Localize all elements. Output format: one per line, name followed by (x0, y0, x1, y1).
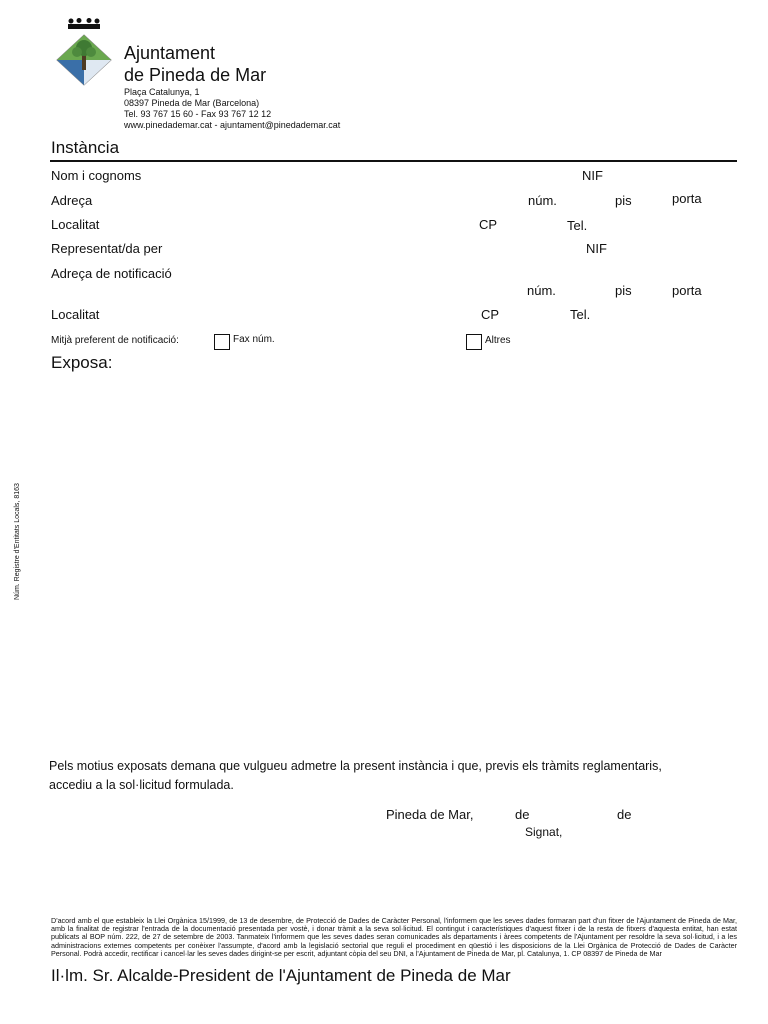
organization-address (124, 87, 340, 131)
fax-checkbox[interactable] (214, 334, 230, 350)
data-protection-notice: D'acord amb el que estableix la Llei Orgànica 15/1999, de 13 de desembre, de Protecció de Dades de Caràcter Personal, l'informem que les seves dades formaran part d'un fitxer de l'Ajuntament de Pineda de Mar, amb la finalitat de registrar l'entrada de la documentació presentada per vostè, i donar tràmit a la seva sol·licitud. El contingut i característiques d'aquest fitxer i de la resta de fitxers d'aquesta entitat, han estat publicats al BOP núm. 222, de 27 de setembre de 2003. Tanmateix l'informem que les seves dades seran comunicades als departaments i àrees competents de l'Ajuntament per resoldre la seva sol·licitud, i a les administracions externes competents per conèixer l'assumpte, d'acord amb la legislació sectorial que reguli el procediment en qüestió i les disposicions de la Llei Orgànica de Protecció de Dades de Caràcter Personal. Podrà accedir, rectificar i cancel·lar les seves dades dirigint-se per escrit, adjuntant còpia del seu DNI, a l'Ajuntament de Pineda de Mar, pl. Catalunya, 1. CP 08397 de Pineda de Mar (51, 916, 737, 958)
label-tel: Tel. (567, 218, 588, 233)
org-name-line1: Ajuntament (124, 43, 216, 63)
label-tel-notificacio: Tel. (570, 307, 591, 322)
address-line-4: www.pinedademar.cat - ajuntament@pinedademar.cat (124, 120, 341, 130)
form-title: Instància (51, 138, 120, 157)
label-num: núm. (528, 193, 557, 208)
label-nif: NIF (582, 168, 603, 183)
signature-place: Pineda de Mar, (386, 807, 474, 822)
label-cp-notificacio: CP (481, 307, 500, 322)
label-porta-notificacio: porta (672, 283, 702, 298)
label-num-notificacio: núm. (527, 283, 556, 298)
coat-of-arms-icon (56, 34, 112, 86)
signature-signat: Signat, (525, 825, 563, 839)
label-porta: porta (672, 191, 702, 206)
label-localitat: Localitat (51, 217, 100, 232)
organization-name (124, 42, 266, 86)
address-line-1: Plaça Catalunya, 1 (124, 87, 200, 97)
signature-de-2: de (617, 807, 632, 822)
org-name-line2: de Pineda de Mar (124, 65, 267, 85)
label-altres: Altres (485, 335, 511, 346)
addressee-title: Il·lm. Sr. Alcalde-President de l'Ajuntament de Pineda de Mar (51, 966, 511, 985)
label-adreca-notificacio: Adreça de notificació (51, 266, 172, 281)
address-line-2: 08397 Pineda de Mar (Barcelona) (124, 98, 260, 108)
request-paragraph (49, 757, 709, 795)
label-mitja-notificacio: Mitjà preferent de notificació: (51, 335, 179, 346)
label-adreca: Adreça (51, 193, 93, 208)
request-line-1: Pels motius exposats demana que vulgueu admetre la present instància i que, previs els tràmits reglamentaris, (49, 759, 662, 773)
crown-icon (66, 18, 102, 30)
label-pis: pis (615, 193, 632, 208)
exposa-title: Exposa: (51, 353, 113, 372)
label-localitat-notificacio: Localitat (51, 307, 100, 322)
label-fax-num: Fax núm. (233, 334, 275, 345)
altres-checkbox[interactable] (466, 334, 482, 350)
label-cp: CP (479, 217, 498, 232)
registry-note: Núm. Registre d'Entitats Locals, 8163 (14, 483, 21, 600)
signature-de-1: de (515, 807, 530, 822)
label-nom-cognoms: Nom i cognoms (51, 168, 142, 183)
address-line-3: Tel. 93 767 15 60 - Fax 93 767 12 12 (124, 109, 272, 119)
title-divider (50, 160, 737, 162)
label-pis-notificacio: pis (615, 283, 632, 298)
label-representat: Representat/da per (51, 241, 163, 256)
label-nif-representant: NIF (586, 241, 607, 256)
request-line-2: accediu a la sol·licitud formulada. (49, 778, 234, 792)
